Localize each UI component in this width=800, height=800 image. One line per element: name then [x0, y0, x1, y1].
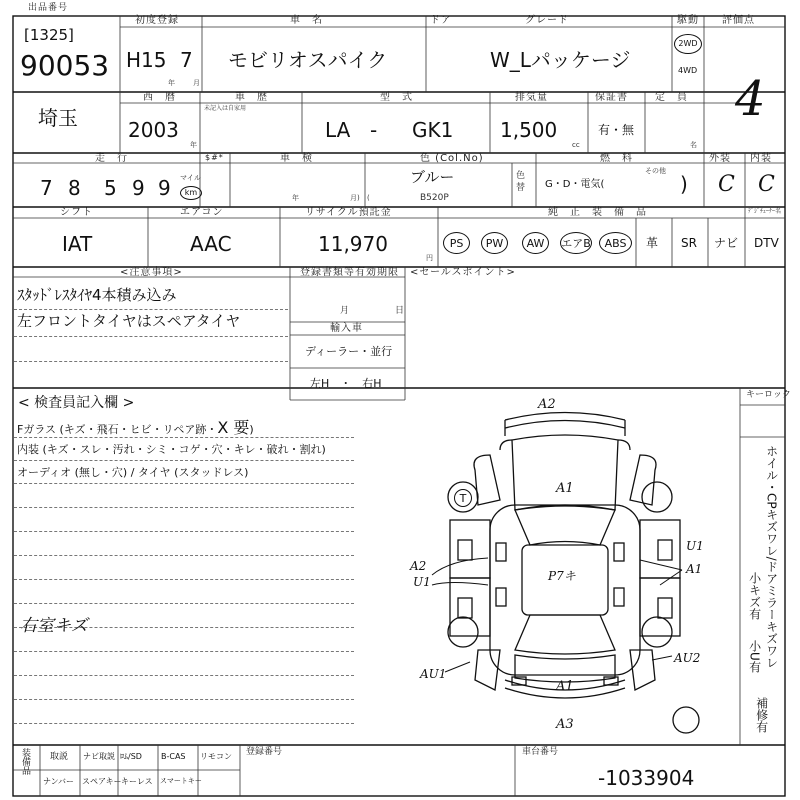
- interior-label: 内装: [750, 153, 772, 164]
- acc-spare-key: スペアキー: [82, 777, 122, 786]
- year-unit: 年: [190, 141, 197, 149]
- interior-grade: C: [758, 172, 775, 197]
- equip-label-c: 品: [20, 766, 30, 775]
- mark-u1-left: U1: [413, 575, 431, 589]
- color-change-label: 色替: [516, 171, 526, 193]
- mark-au1: AU1: [420, 667, 447, 681]
- fglass-prefix: Fガラス (キズ・飛石・ヒビ・リペア跡・: [17, 423, 218, 436]
- mark-ptk-roof: P7キ: [548, 569, 576, 583]
- drive-4wd: 4WD: [678, 66, 698, 75]
- inspection-label: 車 検: [280, 153, 313, 164]
- aircon-value: AAC: [190, 232, 232, 256]
- equip-pw-circled: PW: [481, 232, 508, 254]
- acc-remote: リモコン: [200, 752, 232, 761]
- mark-u1-right: U1: [686, 539, 704, 553]
- import-dealer: ディーラー・並行: [305, 345, 393, 358]
- inspector-hand-note: 右室キズ: [20, 616, 88, 636]
- western-year-label: 西 暦: [143, 92, 176, 103]
- key-lock-label: キーロック: [746, 390, 791, 400]
- rating-label: 評価点: [722, 15, 755, 26]
- drive-label: 駆動: [677, 15, 699, 26]
- exterior-grade: C: [718, 172, 735, 197]
- equip-abs-circled: ABS: [599, 232, 632, 254]
- first-reg-year-unit: 年: [168, 79, 175, 87]
- mark-a1-right: A1: [686, 562, 703, 576]
- inspection-year-unit: 年: [292, 194, 299, 202]
- mark-t-circled: T: [454, 489, 472, 507]
- sales-point-label: <セールスポイント>: [410, 267, 516, 278]
- region: 埼玉: [38, 106, 78, 130]
- equipment-label: 純 正 装 備 品: [548, 207, 647, 218]
- mileage-label: 走 行: [95, 153, 128, 164]
- acc-number: ナンバー: [43, 777, 75, 786]
- mark-a2-left: A2: [410, 559, 427, 573]
- first-reg-era: H15: [126, 48, 167, 72]
- side-note-small-dent: 小U有: [747, 640, 762, 673]
- acc-rom-sd: ﾛﾑ/SD: [120, 752, 142, 761]
- km-unit-circled: km: [180, 186, 202, 200]
- inspector-title: < 検査員記入欄 >: [18, 395, 135, 411]
- reg-docs-label: 登録書類等有効期限: [300, 267, 399, 278]
- model-name: モビリオスパイク: [228, 48, 388, 72]
- inspector-line-audio: オーディオ (無し・穴) / タイヤ (スタッドレス): [17, 466, 249, 479]
- displacement-unit: cc: [572, 141, 580, 149]
- type-code-right: GK1: [412, 118, 454, 142]
- shift-value: IAT: [62, 232, 93, 256]
- grade-label: グレード: [525, 15, 569, 26]
- notes-header: <注意事項>: [120, 267, 183, 278]
- exterior-label: 外装: [709, 153, 731, 164]
- equip-label-b: 備: [20, 757, 30, 766]
- model-name-label: 車 名: [290, 15, 323, 26]
- first-reg-month: 7: [180, 48, 193, 72]
- mileage-digit-5: 9: [158, 176, 171, 200]
- mile-unit: マイル: [180, 174, 201, 182]
- color-code: B520P: [420, 193, 449, 203]
- mileage-digit-2: 8: [68, 176, 81, 200]
- side-note-repaired: 補修有: [754, 697, 769, 733]
- mark-au2: AU2: [674, 651, 701, 665]
- history-note: 未記入は自家用: [204, 105, 247, 112]
- type-label: 型 式: [380, 92, 413, 103]
- inspector-line-interior: 内装 (キズ・スレ・汚れ・シミ・コゲ・穴・キレ・破れ・割れ): [17, 443, 326, 456]
- tuner-label: ﾃﾞｼﾞﾁｭｰﾅｰ名: [748, 208, 782, 215]
- lot-bracket: [1325]: [24, 26, 74, 44]
- grade: W_Lパッケージ: [490, 48, 631, 72]
- equip-label-vertical: [20, 748, 29, 775]
- acc-manual: 取説: [50, 752, 69, 762]
- mark-a3-bottom: A3: [556, 717, 574, 732]
- side-note-wheel: ホイル・CPキズワレ/ドアミラーキズワレ: [764, 445, 779, 669]
- mark-a2-top: A2: [538, 397, 556, 412]
- mileage-digit-1: 7: [40, 176, 53, 200]
- recycle-fee: 11,970: [318, 232, 388, 256]
- reg-docs-month: 月: [340, 306, 350, 316]
- reg-number-label: 登録番号: [246, 747, 283, 757]
- rating-value: 4: [735, 71, 766, 127]
- history-label: 車 歴: [235, 92, 268, 103]
- acc-navi-manual: ナビ取説: [83, 752, 115, 761]
- acc-bcas: B-CAS: [161, 752, 186, 761]
- shift-label: シフト: [60, 207, 93, 218]
- mileage-digit-3: 5: [104, 176, 117, 200]
- equip-leather: 革: [646, 236, 659, 250]
- displacement-value: 1,500: [500, 118, 558, 142]
- reg-docs-day: 日: [395, 306, 405, 316]
- warranty-label: 保証書: [595, 92, 628, 103]
- color-name: ブルー: [410, 168, 455, 186]
- mileage-digit-4: 9: [132, 176, 145, 200]
- fuel-options: G・D・電気(: [545, 179, 605, 190]
- mark-a1-hood: A1: [556, 481, 574, 496]
- first-reg-label: 初度登録: [135, 15, 179, 26]
- chassis-label: 車台番号: [522, 747, 559, 757]
- lot-number-label: 出品番号: [28, 3, 69, 13]
- year-western: 2003: [128, 118, 179, 142]
- type-code-dash: -: [370, 118, 378, 142]
- meter-label: $#*: [205, 153, 224, 162]
- drive-2wd-circled: 2WD: [674, 34, 702, 54]
- displacement-label: 排気量: [515, 92, 548, 103]
- equip-label-a: 装: [20, 748, 30, 757]
- aircon-label: エアコン: [180, 207, 224, 218]
- equip-ps-circled: PS: [443, 232, 470, 254]
- inspection-month-unit: 月): [350, 194, 360, 202]
- equip-airbag-circled: エアB: [560, 232, 592, 254]
- fuel-label: 燃 料: [600, 153, 633, 164]
- first-reg-month-unit: 月: [193, 79, 200, 87]
- equip-aw-circled: AW: [522, 232, 549, 254]
- fuel-other-label: その他: [645, 167, 666, 175]
- fuel-close: ): [680, 172, 688, 196]
- acc-smart-key: スマートキー: [160, 777, 202, 785]
- note-spare-tire: 左フロントタイヤはスペアタイヤ: [17, 312, 241, 330]
- lot-number: 90053: [20, 49, 110, 82]
- warranty-value: 有・無: [598, 123, 635, 137]
- color-paren: (: [367, 194, 370, 202]
- side-note-small-scratch: 小キズ有: [747, 572, 762, 620]
- capacity-unit: 名: [690, 141, 697, 149]
- fglass-mark: X 要: [217, 418, 250, 437]
- color-label: 色 (Col.No): [420, 153, 484, 164]
- recycle-label: リサイクル預託金: [305, 207, 392, 218]
- note-studless-tires: ｽﾀｯﾄﾞﾚｽﾀｲﾔ4本積み込み: [17, 286, 177, 304]
- chassis-number: -1033904: [598, 766, 695, 790]
- equip-sr: SR: [681, 236, 697, 250]
- acc-keyless: キーレス: [121, 777, 153, 786]
- import-label: 輸入車: [330, 323, 363, 334]
- import-hand: 左H ・ 右H: [310, 377, 382, 390]
- recycle-yen-unit: 円: [426, 254, 433, 262]
- type-code-left: LA: [325, 118, 351, 142]
- mark-a1-rear: A1: [556, 679, 574, 694]
- equip-dtv: DTV: [754, 236, 779, 250]
- capacity-label: 定 員: [655, 92, 688, 103]
- door-label: ドア: [430, 15, 452, 26]
- equip-navi: ナビ: [714, 236, 739, 250]
- fglass-suffix: ): [249, 423, 254, 436]
